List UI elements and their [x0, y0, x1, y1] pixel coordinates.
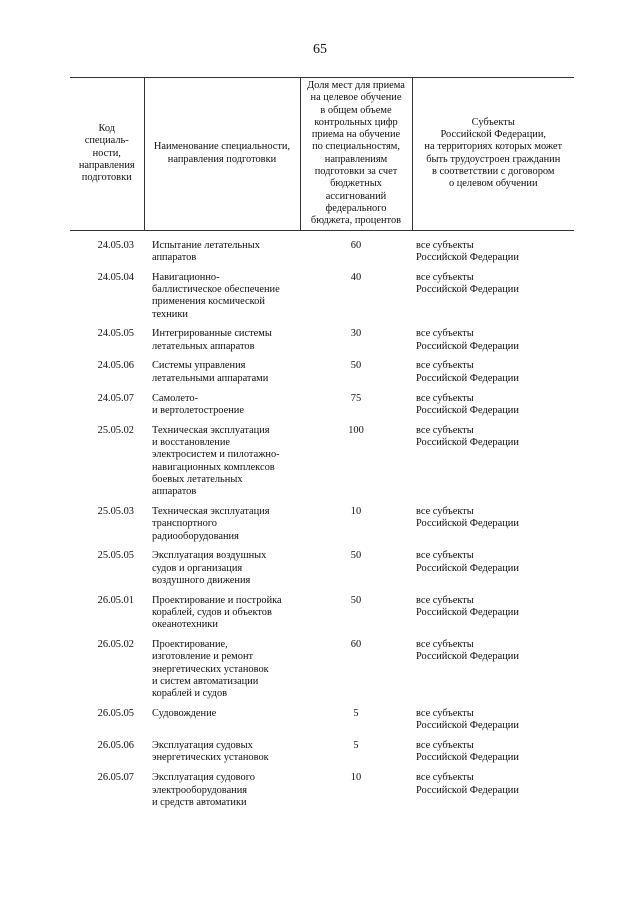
text-line: Испытание летательных [152, 239, 260, 251]
target-share-percent: 40 [350, 271, 362, 283]
header-share [300, 78, 412, 231]
federal-subjects [412, 425, 574, 506]
text-line: все субъекты [416, 271, 474, 283]
target-share-percent: 60 [350, 639, 362, 651]
text-line: Российской Федерации [416, 518, 519, 530]
text-line: все субъекты [416, 594, 474, 606]
table-row [70, 550, 574, 594]
text-line: летательных аппаратов [152, 340, 255, 352]
text-line: на территориях которых может [424, 141, 563, 153]
text-line: Техническая эксплуатация [152, 424, 270, 436]
text-line: бюджета, процентов [310, 215, 402, 227]
specialty-code: 26.05.07 [97, 772, 134, 784]
federal-subjects [412, 272, 574, 329]
text-line: Российской Федерации [416, 784, 519, 796]
specialties-table [70, 77, 574, 817]
target-share-percent: 30 [350, 328, 362, 340]
text-line: в общем объеме [320, 104, 392, 116]
text-line: кораблей, судов и объектов [152, 606, 272, 618]
text-line: Российской Федерации [416, 283, 519, 295]
text-line: Российской Федерации [416, 752, 519, 764]
table-body [70, 230, 574, 817]
federal-subjects [412, 740, 574, 772]
federal-subjects [412, 550, 574, 594]
specialty-name [144, 425, 300, 506]
text-line: ассигнований [325, 190, 387, 202]
specialty-code: 24.05.07 [97, 392, 134, 404]
text-line: Российской Федерации [416, 404, 519, 416]
text-line: все субъекты [416, 392, 474, 404]
text-line: радиооборудования [152, 530, 239, 542]
text-line: и средств автоматики [152, 796, 247, 808]
table-row [70, 740, 574, 772]
table-row [70, 639, 574, 708]
text-line: транспортного [152, 518, 217, 530]
text-line: аппаратов [152, 486, 197, 498]
specialty-code: 26.05.02 [97, 639, 134, 651]
specialty-name [144, 550, 300, 594]
target-share-percent: 5 [353, 740, 359, 752]
text-line: изготовление и ремонт [152, 651, 254, 663]
specialty-name [144, 708, 300, 740]
text-line: электросистем и пилотажно- [152, 449, 280, 461]
specialty-name [144, 772, 300, 816]
text-line: навигационных комплексов [152, 461, 275, 473]
text-line: Техническая эксплуатация [152, 505, 270, 517]
text-line: направления подготовки [167, 153, 277, 165]
text-line: Проектирование и постройка [152, 594, 282, 606]
text-line: аппаратов [152, 251, 197, 263]
text-line: бюджетных [330, 178, 382, 190]
specialty-code: 25.05.02 [97, 424, 134, 436]
text-line: Российской Федерации [416, 720, 519, 732]
federal-subjects [412, 595, 574, 639]
text-line: Российской Федерации [416, 372, 519, 384]
specialty-code: 26.05.06 [97, 740, 134, 752]
federal-subjects [412, 772, 574, 816]
table-row [70, 595, 574, 639]
text-line: все субъекты [416, 550, 474, 562]
text-line: Код [98, 123, 116, 135]
text-line: океанотехники [152, 619, 218, 631]
federal-subjects [412, 708, 574, 740]
specialty-code: 24.05.03 [97, 239, 134, 251]
header-code [70, 78, 144, 231]
text-line: Российской Федерации [416, 340, 519, 352]
text-line: Российской Федерации [416, 251, 519, 263]
specialty-code: 26.05.05 [97, 708, 134, 720]
text-line: Системы управления [152, 360, 246, 372]
text-line: Проектирование, [152, 639, 228, 651]
specialty-name [144, 506, 300, 550]
text-line: о целевом обучении [448, 178, 538, 190]
text-line: Судовождение [152, 708, 217, 720]
table-row [70, 360, 574, 392]
specialty-name [144, 740, 300, 772]
specialty-code: 24.05.04 [97, 271, 134, 283]
text-line: электрооборудования [152, 784, 248, 796]
text-line: Российской Федерации [416, 436, 519, 448]
federal-subjects [412, 328, 574, 360]
text-line: направлениям [324, 153, 388, 165]
table-row [70, 506, 574, 550]
text-line: на целевое обучение [310, 92, 402, 104]
table-header-row [70, 78, 574, 231]
text-line: Наименование специальности, [153, 141, 291, 153]
text-line: кораблей и судов [152, 688, 228, 700]
header-subjects [412, 78, 574, 231]
text-line: Российской Федерации [416, 651, 519, 663]
federal-subjects [412, 393, 574, 425]
text-line: Субъекты [471, 116, 515, 128]
specialty-name [144, 240, 300, 272]
table-row [70, 425, 574, 506]
text-line: специаль- [84, 135, 129, 147]
target-share-percent: 50 [350, 360, 362, 372]
table-row [70, 772, 574, 816]
target-share-percent: 75 [350, 392, 362, 404]
federal-subjects [412, 240, 574, 272]
text-line: судов и организация [152, 562, 243, 574]
text-line: ности, [92, 147, 121, 159]
target-share-percent: 10 [350, 505, 362, 517]
specialty-name [144, 360, 300, 392]
text-line: Эксплуатация судового [152, 772, 255, 784]
text-line: боевых летательных [152, 473, 243, 485]
target-share-percent: 50 [350, 594, 362, 606]
specialty-code: 26.05.01 [97, 594, 134, 606]
specialty-name [144, 393, 300, 425]
text-line: и вертолетостроение [152, 404, 244, 416]
specialty-code: 25.05.05 [97, 550, 134, 562]
text-line: по специальностям, [312, 141, 400, 153]
table-row [70, 240, 574, 272]
text-line: федерального [325, 202, 387, 214]
text-line: подготовки за счет [314, 166, 398, 178]
text-line: энергетических установок [152, 752, 269, 764]
text-line: все субъекты [416, 505, 474, 517]
text-line: все субъекты [416, 239, 474, 251]
text-line: быть трудоустроен гражданин [426, 153, 561, 165]
table-row [70, 272, 574, 329]
table-row [70, 328, 574, 360]
text-line: подготовки [81, 172, 132, 184]
text-line: Российской Федерации [416, 606, 519, 618]
text-line: применения космической [152, 296, 265, 308]
target-share-percent: 10 [350, 772, 362, 784]
text-line: Эксплуатация судовых [152, 740, 253, 752]
header-name [144, 78, 300, 231]
text-line: все субъекты [416, 740, 474, 752]
federal-subjects [412, 360, 574, 392]
text-line: Доля мест для приема [307, 80, 405, 91]
table-row [70, 393, 574, 425]
target-share-percent: 60 [350, 239, 362, 251]
text-line: Эксплуатация воздушных [152, 550, 267, 562]
federal-subjects [412, 506, 574, 550]
text-line: все субъекты [416, 772, 474, 784]
text-line: баллистическое обеспечение [152, 283, 280, 295]
text-line: и систем автоматизации [152, 675, 259, 687]
text-line: направления [78, 159, 135, 171]
text-line: все субъекты [416, 360, 474, 372]
text-line: в соответствии с договором [431, 166, 555, 178]
text-line: летательными аппаратами [152, 372, 269, 384]
text-line: Российской Федерации [416, 562, 519, 574]
target-share-percent: 50 [350, 550, 362, 562]
table-row [70, 708, 574, 740]
text-line: Самолето- [152, 392, 199, 404]
text-line: все субъекты [416, 708, 474, 720]
text-line: Навигационно- [152, 271, 220, 283]
text-line: контрольных цифр [314, 116, 398, 128]
text-line: и восстановление [152, 436, 231, 448]
specialty-name [144, 595, 300, 639]
specialty-code: 24.05.06 [97, 360, 134, 372]
text-line: техники [152, 308, 188, 320]
text-line: энергетических установок [152, 663, 269, 675]
specialty-code: 24.05.05 [97, 328, 134, 340]
text-line: приема на обучение [311, 129, 401, 141]
text-line: все субъекты [416, 424, 474, 436]
specialty-code: 25.05.03 [97, 505, 134, 517]
specialty-name [144, 328, 300, 360]
text-line: все субъекты [416, 328, 474, 340]
text-line: Российской Федерации, [440, 129, 546, 141]
text-line: все субъекты [416, 639, 474, 651]
target-share-percent: 5 [353, 708, 359, 720]
page-number: 65 [313, 42, 327, 57]
federal-subjects [412, 639, 574, 708]
text-line: Интегрированные системы [152, 328, 272, 340]
specialty-name [144, 272, 300, 329]
target-share-percent: 100 [348, 424, 364, 436]
text-line: воздушного движения [152, 574, 251, 586]
specialty-name [144, 639, 300, 708]
